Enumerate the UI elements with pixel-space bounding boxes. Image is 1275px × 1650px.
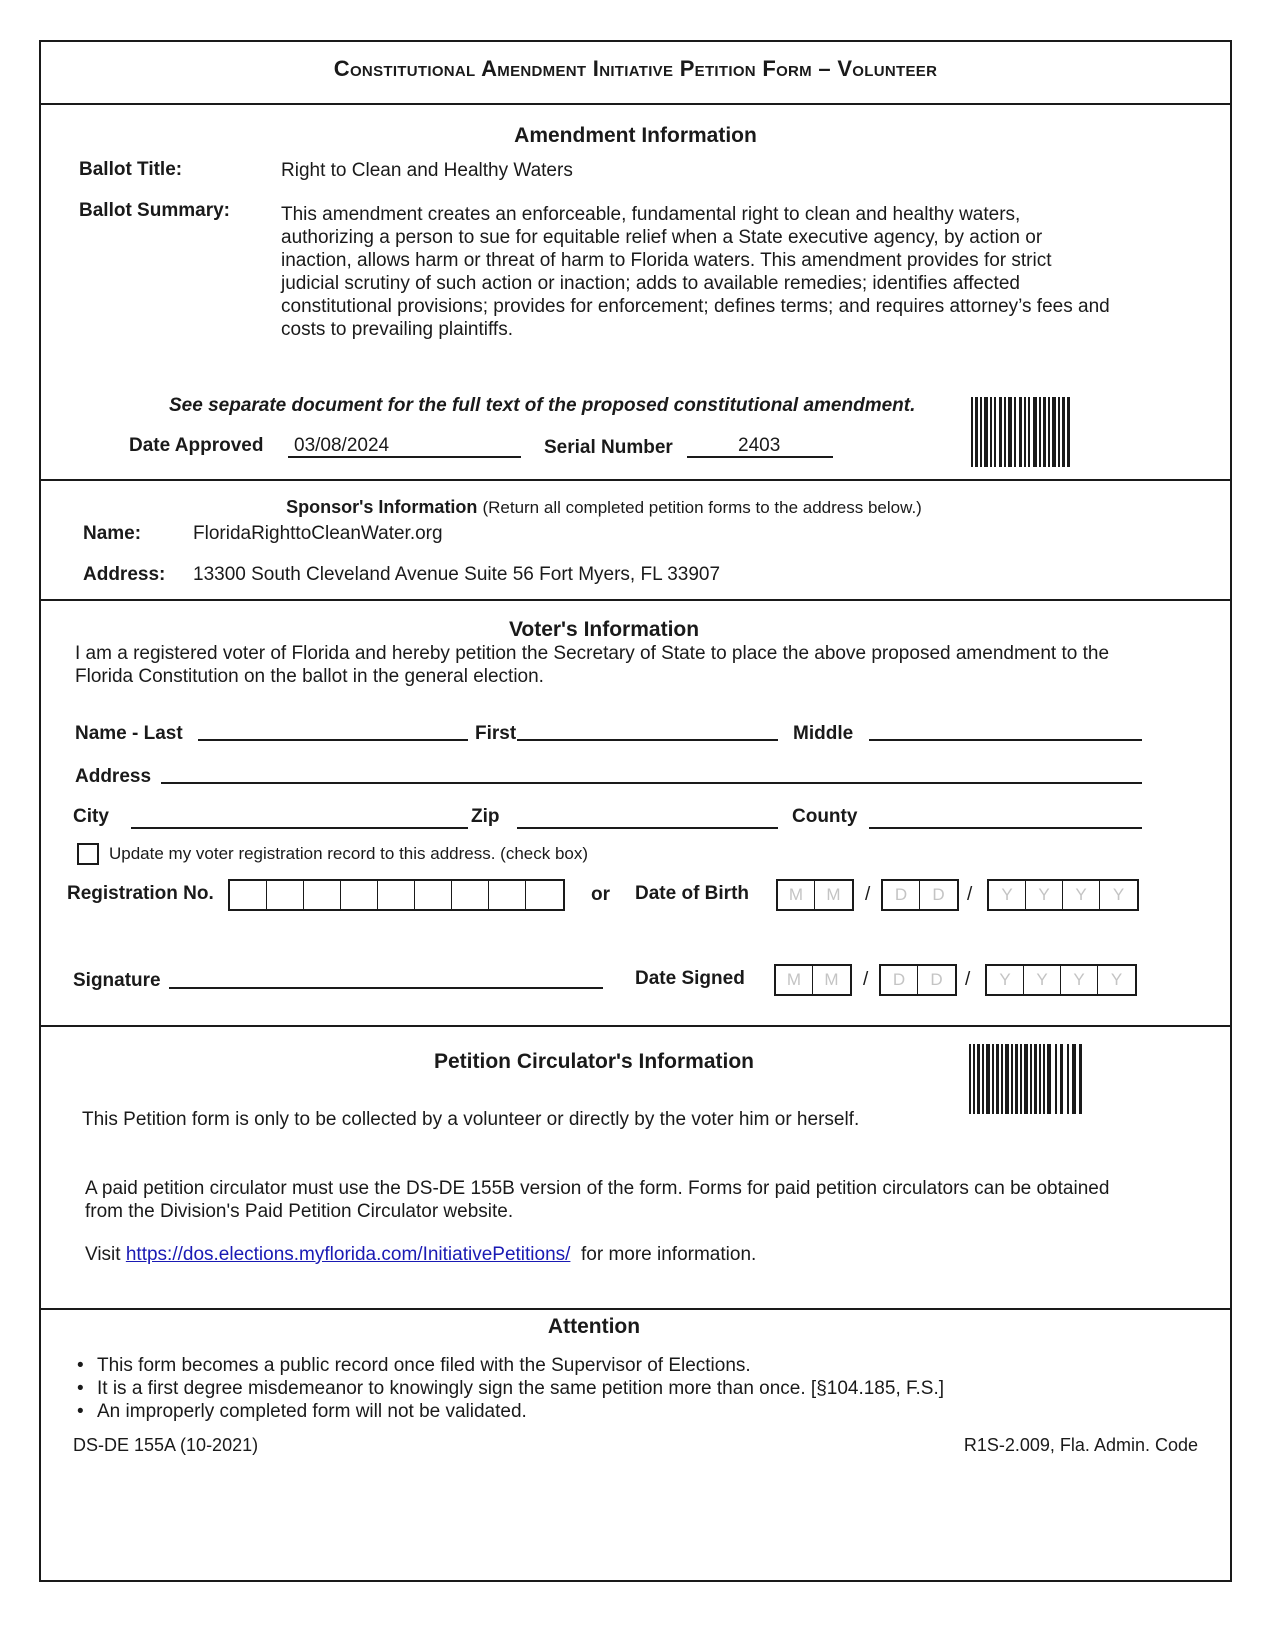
serial-number-line — [687, 456, 833, 458]
signature-field[interactable] — [169, 987, 603, 989]
barcode-top — [971, 397, 1071, 467]
dob-day-box[interactable]: D — [883, 881, 920, 909]
dob-month-box[interactable]: M — [778, 881, 815, 909]
reg-digit-box[interactable] — [489, 881, 526, 909]
attention-item: • It is a first degree misdemeanor to knowingly sign the same petition more than once. [§104.185, F.S.] — [77, 1377, 944, 1400]
reg-digit-box[interactable] — [378, 881, 415, 909]
reg-digit-box[interactable] — [267, 881, 304, 909]
amendment-heading: Amendment Information — [514, 124, 757, 147]
signed-year-box[interactable]: Y — [1024, 966, 1061, 994]
visit-suffix: for more information. — [581, 1244, 757, 1265]
zip-field[interactable] — [517, 827, 778, 829]
sponsor-address: 13300 South Cleveland Avenue Suite 56 Fort Myers, FL 33907 — [193, 564, 721, 585]
ballot-title: Right to Clean and Healthy Waters — [281, 160, 573, 181]
registration-number-label: Registration No. — [67, 883, 214, 904]
ballot-summary-label: Ballot Summary: — [79, 200, 230, 221]
dob-label: Date of Birth — [635, 883, 749, 904]
date-approved-value: 03/08/2024 — [294, 435, 390, 456]
or-label: or — [591, 884, 610, 905]
divider-sponsor — [41, 599, 1230, 601]
date-approved-line — [288, 456, 521, 458]
signed-year-box[interactable]: Y — [1061, 966, 1098, 994]
divider-voter — [41, 1025, 1230, 1027]
divider-title — [41, 103, 1230, 105]
update-registration-checkbox[interactable] — [77, 843, 99, 865]
dob-day-box[interactable]: D — [932, 885, 945, 904]
attention-list — [77, 1354, 944, 1423]
divider-amendment — [41, 479, 1230, 481]
sponsor-heading: Sponsor's Information — [286, 497, 478, 517]
signed-month-box[interactable]: M — [776, 966, 813, 994]
dob-year-box[interactable]: Y — [989, 881, 1026, 909]
dob-year-box[interactable]: Y — [1063, 881, 1100, 909]
sponsor-heading-note: (Return all completed petition forms to the address below.) — [482, 498, 922, 517]
date-approved-label: Date Approved — [129, 435, 264, 456]
voter-heading: Voter's Information — [508, 618, 700, 641]
attention-item: • This form becomes a public record once filed with the Supervisor of Elections. — [77, 1354, 944, 1377]
ballot-title-label: Ballot Title: — [79, 159, 183, 180]
signed-day-box[interactable]: D — [930, 970, 943, 989]
dob-year-boxes[interactable] — [987, 879, 1139, 911]
visit-prefix: Visit — [85, 1244, 121, 1265]
signed-year-box[interactable]: Y — [1110, 970, 1123, 989]
serial-number-value: 2403 — [738, 435, 781, 456]
address-field[interactable] — [161, 782, 1142, 784]
registration-number-boxes[interactable] — [228, 879, 565, 911]
signed-month-box[interactable]: M — [824, 970, 839, 989]
update-registration-label: Update my voter registration record to this address. (check box) — [109, 844, 589, 863]
reg-digit-box[interactable] — [341, 881, 378, 909]
barcode-bottom — [969, 1044, 1085, 1114]
reg-digit-box[interactable] — [304, 881, 341, 909]
ballot-summary: This amendment creates an enforceable, fundamental right to clean and healthy waters, authorizing a person to sue for equitable relief when a State executive agency, by action or inaction, allows harm or threat of harm to Florida waters. This amendment provides for strict judicial scrutiny of such action or inaction; adds to available remedies; identifies affected constitutional provisions; provides for enforcement; defines terms; and requires attorney’s fees and costs to prevailing plaintiffs. — [281, 204, 1110, 340]
sponsor-address-label: Address: — [83, 564, 166, 585]
middle-name-field[interactable] — [869, 739, 1142, 741]
serial-number-label: Serial Number — [544, 437, 673, 458]
first-name-label: First — [475, 723, 517, 744]
date-signed-label: Date Signed — [635, 968, 745, 989]
form-title: Constitutional Amendment Initiative Petition Form – Volunteer — [333, 56, 938, 81]
attention-heading: Attention — [547, 1315, 641, 1338]
reg-digit-box[interactable] — [452, 881, 489, 909]
dob-month-box[interactable]: M — [826, 885, 841, 904]
dob-month-boxes[interactable] — [776, 879, 854, 911]
reg-digit-box[interactable] — [415, 881, 452, 909]
name-last-label: Name - Last — [75, 723, 183, 744]
attention-item: • An improperly completed form will not be validated. — [77, 1400, 944, 1423]
middle-name-label: Middle — [793, 723, 854, 744]
sponsor-name-label: Name: — [83, 523, 142, 544]
reg-digit-box[interactable] — [230, 881, 267, 909]
petition-form — [39, 40, 1232, 1582]
sponsor-heading-row — [41, 497, 1167, 518]
dob-day-boxes[interactable] — [881, 879, 959, 911]
dob-year-box[interactable]: Y — [1112, 885, 1125, 904]
signed-day-boxes[interactable] — [879, 964, 957, 996]
dob-slash-1: / — [865, 884, 871, 905]
circulator-visit-line — [85, 1243, 756, 1266]
zip-label: Zip — [471, 806, 500, 827]
first-name-field[interactable] — [517, 739, 778, 741]
rule-code: R1S-2.009, Fla. Admin. Code — [963, 1435, 1198, 1455]
signed-month-boxes[interactable] — [774, 964, 852, 996]
signed-year-boxes[interactable] — [985, 964, 1137, 996]
signed-slash-2: / — [965, 969, 971, 990]
signed-year-box[interactable]: Y — [987, 966, 1024, 994]
signed-slash-1: / — [863, 969, 869, 990]
signed-day-box[interactable]: D — [881, 966, 918, 994]
county-field[interactable] — [869, 827, 1142, 829]
city-label: City — [73, 806, 109, 827]
dob-slash-2: / — [967, 884, 973, 905]
reg-digit-box[interactable] — [526, 881, 563, 909]
dob-year-box[interactable]: Y — [1026, 881, 1063, 909]
circulator-line-2: A paid petition circulator must use the DS-DE 155B version of the form. Forms for paid petition circulators can be obtained from the Division's Paid Petition Circulator website. — [85, 1178, 1110, 1222]
circulator-heading: Petition Circulator's Information — [433, 1050, 754, 1073]
city-field[interactable] — [131, 827, 468, 829]
name-last-field[interactable] — [198, 739, 468, 741]
full-text-note: See separate document for the full text of the proposed constitutional amendment. — [169, 395, 916, 416]
sponsor-name: FloridaRighttoCleanWater.org — [193, 523, 443, 544]
circulator-line-1: This Petition form is only to be collected by a volunteer or directly by the voter him or herself. — [82, 1109, 860, 1130]
address-label: Address — [75, 766, 152, 787]
form-code: DS-DE 155A (10-2021) — [73, 1435, 259, 1455]
county-label: County — [792, 806, 858, 827]
divider-circulator — [41, 1308, 1230, 1310]
voter-statement: I am a registered voter of Florida and hereby petition the Secretary of State to place the above proposed amendment to the Florida Constitution on the ballot in the general election. — [75, 643, 1110, 687]
signature-label: Signature — [73, 970, 161, 991]
initiative-petitions-link[interactable]: https://dos.elections.myflorida.com/InitiativePetitions/ — [125, 1244, 571, 1265]
